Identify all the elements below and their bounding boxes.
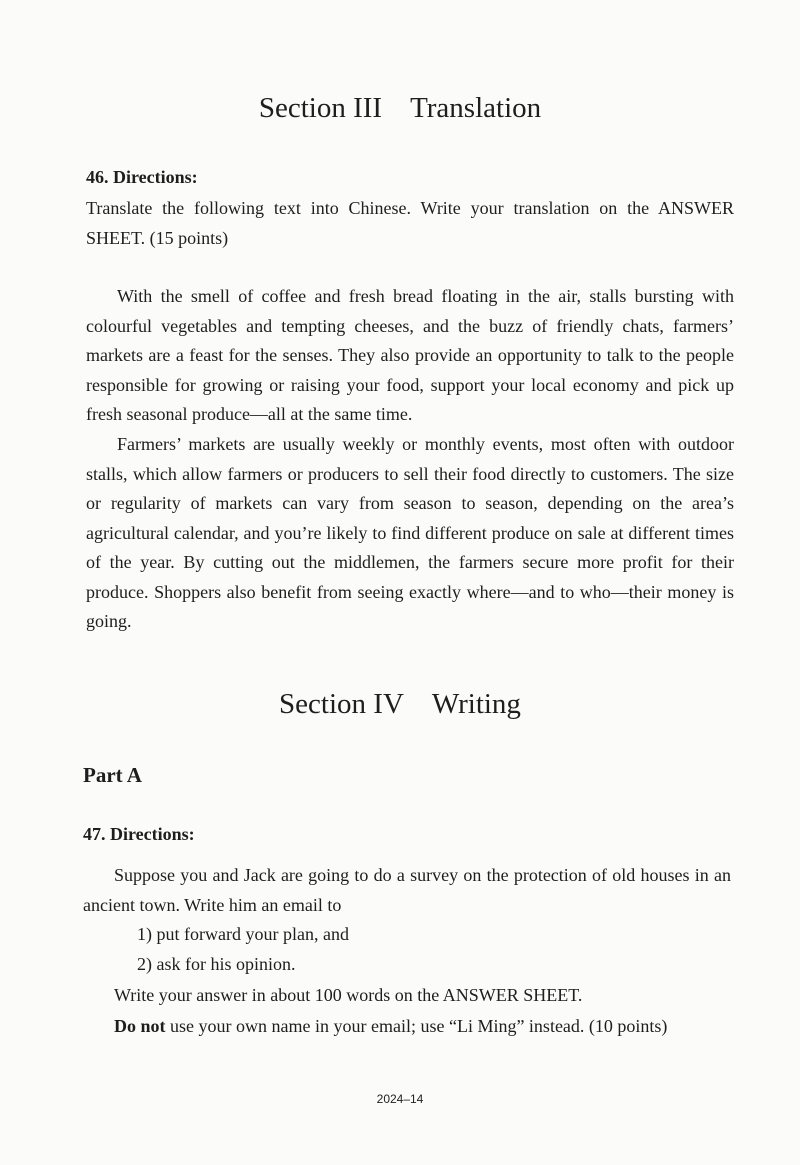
section-iii-title (0, 90, 800, 126)
q46-heading: 46. Directions: (86, 167, 198, 187)
page-number: 2024–14 (376, 1092, 424, 1106)
q46-paragraph-2: Farmers’ markets are usually weekly or monthly events, most often with outdoor stalls, which allow farmers or producers to sell their food directly to customers. The size or regularity of markets can vary from season to season, depending on the area’s agricultural calendar, and you’re likely to find different produce on sale at different times of the year. By cutting out the middlemen, the farmers secure more profit for their produce. Shoppers also benefit from seeing exactly where—and to who—their money is going. (86, 434, 734, 631)
section-iii-label: Section III (258, 92, 383, 124)
section-iv-title (0, 686, 800, 722)
q47-answer-instruction: Write your answer in about 100 words on the ANSWER SHEET. (114, 985, 583, 1005)
q47-item-2: 2) ask for his opinion. (137, 954, 296, 974)
part-a-heading: Part A (83, 763, 142, 787)
q46-instruction: Translate the following text into Chinese. Write your translation on the ANSWER SHEET. (15 points) (86, 198, 734, 248)
q47-heading: 47. Directions: (83, 824, 195, 844)
section-iv-label: Section IV (279, 688, 404, 720)
q47-prompt: Suppose you and Jack are going to do a survey on the protection of old houses in an ancient town. Write him an email to (83, 865, 731, 915)
q47-item-1: 1) put forward your plan, and (137, 924, 349, 944)
q47-note (114, 1012, 667, 1042)
q47-note-text: use your own name in your email; use “Li Ming” instead. (10 points) (165, 1016, 668, 1036)
section-iv-name: Writing (431, 688, 521, 720)
q47-note-emphasis: Do not (114, 1016, 166, 1036)
q46-paragraph-1: With the smell of coffee and fresh bread floating in the air, stalls bursting with colourful vegetables and tempting cheeses, and the buzz of friendly chats, farmers’ markets are a feast for the senses. They also provide an opportunity to talk to the people responsible for growing or raising your food, support your local economy and pick up fresh seasonal produce—all at the same time. (86, 286, 734, 424)
section-iii-name: Translation (410, 92, 542, 124)
